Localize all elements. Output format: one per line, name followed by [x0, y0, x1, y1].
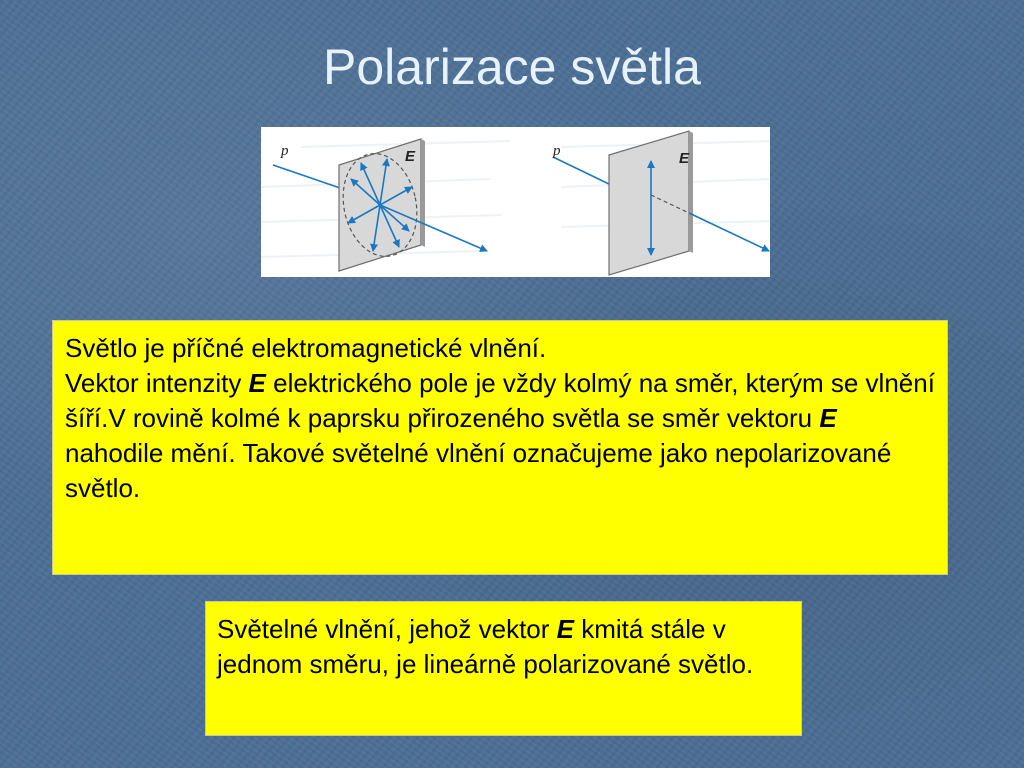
linear-text-b: kmitá stále v jednom směru, je lineárně polarizované světlo. [217, 614, 754, 679]
definition-box [52, 320, 948, 575]
vector-e: E [819, 403, 837, 433]
linear-text-a: Světelné vlnění, jehož vektor [217, 614, 557, 644]
definition-text-b: elektrického pole je vždy kolmý na směr, kterým se vlnění šíří.V rovině kolmé k paprsku přirozeného světla se směr vektoru [65, 368, 935, 433]
polarization-figure [261, 127, 770, 277]
slide-title: Polarizace světla [323, 39, 701, 95]
field-label: E [405, 148, 416, 165]
polarization-diagram [261, 127, 770, 277]
wave-plane [609, 131, 689, 275]
polarized-light-panel [552, 131, 769, 275]
vector-e: E [248, 368, 266, 398]
outgoing-ray [689, 213, 769, 251]
wave-plane-edge [689, 131, 693, 253]
definition-text-c: nahodile mění. Takové světelné vlnění označujeme jako nepolarizované světlo. [65, 438, 892, 503]
field-label: E [679, 150, 690, 167]
wave-plane-edge [421, 139, 425, 247]
vector-e: E [556, 614, 574, 644]
definition-text-a: Vektor intenzity [65, 368, 249, 398]
linear-polarization-box [205, 601, 802, 736]
definition-line-1: Světlo je příčné elektromagnetické vlnění. [65, 333, 547, 363]
ray-label: p [281, 143, 289, 159]
figure-background-texture [261, 141, 770, 257]
incoming-ray [553, 157, 611, 185]
ray-label: p [553, 143, 561, 159]
